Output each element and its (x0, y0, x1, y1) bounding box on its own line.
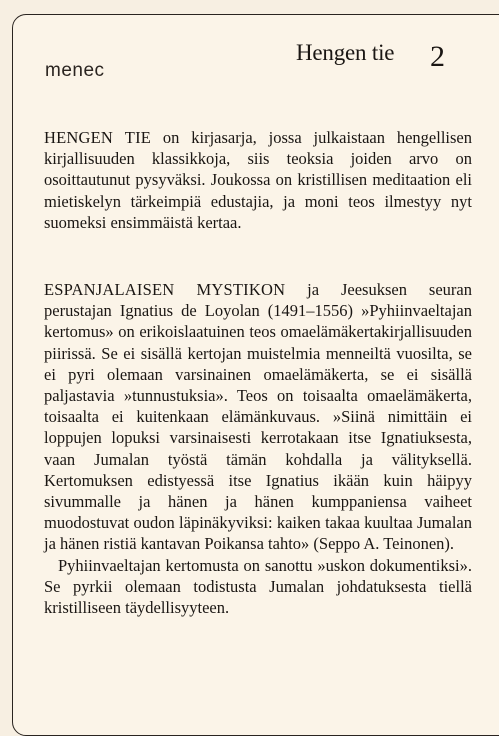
series-title: Hengen tie (296, 40, 395, 65)
description-paragraph-1 (44, 279, 472, 555)
description-lead: ESPANJALAISEN MYSTIKON (44, 280, 286, 299)
book-description (44, 279, 472, 618)
series-intro-paragraph (44, 127, 472, 233)
description-paragraph-2: Pyhiinvaeltajan kertomusta on sanottu »uskon dokumentiksi». Se pyrkii olemaan todistusta Jumalan johdatuksesta tiellä kristilliseen täydellisyyteen. (44, 555, 472, 618)
description-text: ja Jeesuksen seuran perustajan Ignatius de Loyolan (1491–1556) »Pyhiinvaeltajan kertomus» on erikoislaatuinen teos omaelämäkertakirjallisuuden piirissä. Se ei sisällä kertojan muistelmia menneiltä vuosilta, se ei pyri olemaan varsinainen omaelämäkerta, se ei sisällä paljastavia »tunnustuksia». Teos on toisaalta omaelämäkerta, toisaalta ei kuitenkaan elämänkuvaus. »Siinä nimittäin ei loppujen lopuksi varsinaisesti kerrotakaan itse Ignatiuksesta, vaan Jumalan työstä tämän kohdalla ja välityksellä. Kertomuksen edistyessä itse Ignatius ikään kuin häipyy sivummalle ja hänen ja hänen kumppaniensa vaiheet muodostuvat oudon läpinäkyviksi: kaiken takaa kuultaa Jumalan ja hänen ristiä kantavan Poikansa tahto» (Seppo A. Teinonen). (44, 280, 472, 554)
publisher-logo: menec (45, 60, 105, 81)
intro-text: on kirjasarja, jossa julkaistaan hengellisen kirjallisuuden klassikkoja, siis teoksia joiden arvo on osoittautunut pysyväksi. Joukossa on kristillisen meditaation eli mietiskelyn tärkeimpiä edustajia, ja moni teos ilmestyy nyt suomeksi ensimmäistä kertaa. (44, 128, 472, 232)
series-number: 2 (430, 40, 445, 73)
intro-lead: HENGEN TIE (44, 128, 152, 147)
